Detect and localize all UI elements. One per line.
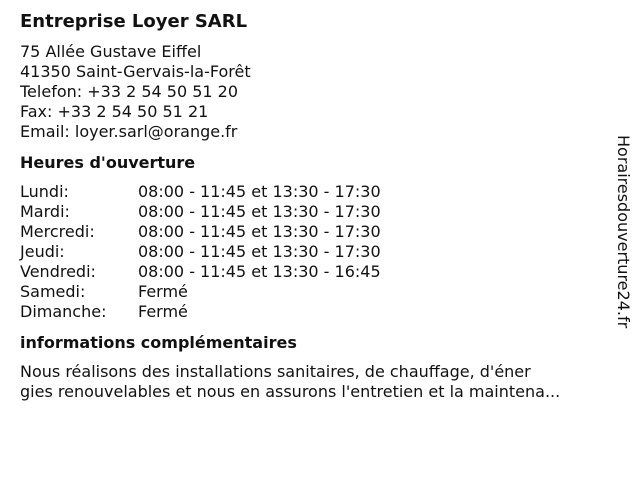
city-line: 41350 Saint-Gervais-la-Forêt	[20, 62, 251, 81]
time-value: 08:00 - 11:45 et 13:30 - 17:30	[138, 202, 381, 221]
additional-info-line: gies renouvelables et nous en assurons l'entretien et la maintena...	[20, 382, 561, 401]
phone-line: Telefon: +33 2 54 50 51 20	[20, 82, 239, 101]
additional-info-line: Nous réalisons des installations sanitaires, de chauffage, d'éner	[20, 362, 531, 381]
time-value: Fermé	[138, 282, 188, 301]
day-label: Mercredi:	[20, 222, 95, 241]
opening-hours-title: Heures d'ouverture	[20, 153, 196, 172]
opening-hours-table	[20, 182, 600, 322]
hours-row-friday	[20, 262, 600, 282]
hours-row-tuesday	[20, 202, 600, 222]
day-label: Dimanche:	[20, 302, 107, 321]
additional-info-title: informations complémentaires	[20, 333, 297, 352]
hours-row-wednesday	[20, 222, 600, 242]
time-value: 08:00 - 11:45 et 13:30 - 17:30	[138, 222, 381, 241]
time-value: 08:00 - 11:45 et 13:30 - 17:30	[138, 182, 381, 201]
hours-row-sunday	[20, 302, 600, 322]
day-label: Jeudi:	[20, 242, 65, 261]
additional-info-text	[20, 362, 600, 402]
time-value: 08:00 - 11:45 et 13:30 - 16:45	[138, 262, 381, 281]
company-name: Entreprise Loyer SARL	[20, 11, 248, 32]
company-card	[20, 10, 600, 402]
hours-row-monday	[20, 182, 600, 202]
fax-line: Fax: +33 2 54 50 51 21	[20, 102, 209, 121]
time-value: Fermé	[138, 302, 188, 321]
address-block	[20, 42, 600, 142]
day-label: Mardi:	[20, 202, 70, 221]
street-address: 75 Allée Gustave Eiffel	[20, 42, 202, 61]
hours-row-saturday	[20, 282, 600, 302]
day-label: Samedi:	[20, 282, 86, 301]
time-value: 08:00 - 11:45 et 13:30 - 17:30	[138, 242, 381, 261]
day-label: Vendredi:	[20, 262, 96, 281]
day-label: Lundi:	[20, 182, 69, 201]
hours-row-thursday	[20, 242, 600, 262]
site-watermark: Horairesdouverture24.fr	[614, 135, 633, 329]
email-line: Email: loyer.sarl@orange.fr	[20, 122, 238, 141]
